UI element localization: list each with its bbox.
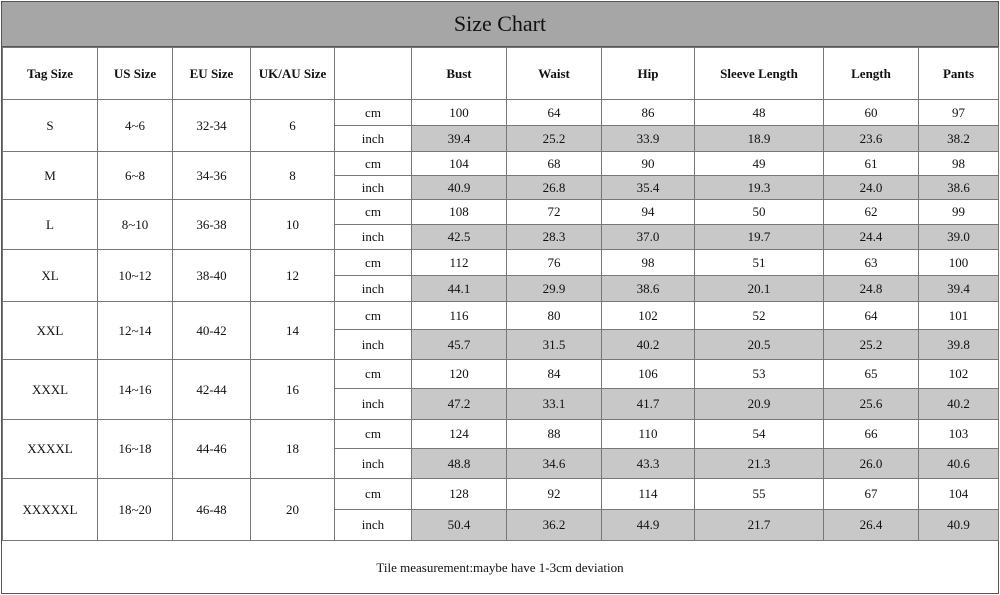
measurement-cell: 60 xyxy=(824,100,919,126)
header-eu-size: EU Size xyxy=(173,48,251,100)
measurement-cell: 47.2 xyxy=(412,389,507,420)
measurement-cell: 20.5 xyxy=(695,330,824,360)
measurement-cell: 41.7 xyxy=(602,389,695,420)
size-row-cm xyxy=(3,250,999,276)
header-unit xyxy=(335,48,412,100)
eu-size-cell: 34-36 xyxy=(173,152,251,200)
size-table xyxy=(2,47,999,541)
measurement-cell: 101 xyxy=(919,302,999,330)
uk-au-size-cell: 6 xyxy=(251,100,335,152)
eu-size-cell: 44-46 xyxy=(173,420,251,479)
measurement-cell: 104 xyxy=(412,152,507,176)
uk-au-size-cell: 18 xyxy=(251,420,335,479)
measurement-cell: 39.0 xyxy=(919,225,999,250)
measurement-cell: 112 xyxy=(412,250,507,276)
measurement-cell: 34.6 xyxy=(507,449,602,479)
measurement-cell: 124 xyxy=(412,420,507,449)
unit-label-cm: cm xyxy=(335,200,412,225)
us-size-cell: 4~6 xyxy=(98,100,173,152)
unit-label-cm: cm xyxy=(335,302,412,330)
unit-label-inch: inch xyxy=(335,389,412,420)
measurement-cell: 33.9 xyxy=(602,126,695,152)
measurement-cell: 21.3 xyxy=(695,449,824,479)
measurement-cell: 99 xyxy=(919,200,999,225)
measurement-cell: 40.9 xyxy=(919,510,999,541)
measurement-cell: 88 xyxy=(507,420,602,449)
unit-label-cm: cm xyxy=(335,152,412,176)
measurement-cell: 114 xyxy=(602,479,695,510)
size-table-body xyxy=(3,100,999,541)
measurement-cell: 51 xyxy=(695,250,824,276)
measurement-cell: 33.1 xyxy=(507,389,602,420)
measurement-cell: 21.7 xyxy=(695,510,824,541)
measurement-cell: 54 xyxy=(695,420,824,449)
size-chart xyxy=(1,1,999,594)
measurement-cell: 80 xyxy=(507,302,602,330)
eu-size-cell: 46-48 xyxy=(173,479,251,541)
header-pants: Pants xyxy=(919,48,999,100)
measurement-cell: 49 xyxy=(695,152,824,176)
measurement-cell: 120 xyxy=(412,360,507,389)
measurement-cell: 50.4 xyxy=(412,510,507,541)
measurement-cell: 48 xyxy=(695,100,824,126)
measurement-cell: 40.2 xyxy=(919,389,999,420)
measurement-cell: 45.7 xyxy=(412,330,507,360)
size-row-cm xyxy=(3,360,999,389)
measurement-cell: 25.6 xyxy=(824,389,919,420)
measurement-cell: 64 xyxy=(507,100,602,126)
measurement-cell: 67 xyxy=(824,479,919,510)
measurement-cell: 25.2 xyxy=(824,330,919,360)
measurement-cell: 108 xyxy=(412,200,507,225)
measurement-cell: 94 xyxy=(602,200,695,225)
size-row-cm xyxy=(3,152,999,176)
us-size-cell: 6~8 xyxy=(98,152,173,200)
measurement-cell: 64 xyxy=(824,302,919,330)
measurement-cell: 53 xyxy=(695,360,824,389)
header-tag-size: Tag Size xyxy=(3,48,98,100)
measurement-note: Tile measurement:maybe have 1-3cm deviation xyxy=(376,560,624,575)
measurement-cell: 28.3 xyxy=(507,225,602,250)
us-size-cell: 18~20 xyxy=(98,479,173,541)
tag-size-cell: XXL xyxy=(3,302,98,360)
header-hip: Hip xyxy=(602,48,695,100)
measurement-cell: 36.2 xyxy=(507,510,602,541)
tag-size-cell: XXXXL xyxy=(3,420,98,479)
measurement-cell: 52 xyxy=(695,302,824,330)
measurement-cell: 65 xyxy=(824,360,919,389)
tag-size-cell: S xyxy=(3,100,98,152)
us-size-cell: 14~16 xyxy=(98,360,173,420)
eu-size-cell: 38-40 xyxy=(173,250,251,302)
measurement-cell: 19.7 xyxy=(695,225,824,250)
measurement-cell: 128 xyxy=(412,479,507,510)
measurement-cell: 61 xyxy=(824,152,919,176)
measurement-cell: 37.0 xyxy=(602,225,695,250)
unit-label-inch: inch xyxy=(335,330,412,360)
measurement-cell: 72 xyxy=(507,200,602,225)
uk-au-size-cell: 10 xyxy=(251,200,335,250)
measurement-cell: 86 xyxy=(602,100,695,126)
unit-label-inch: inch xyxy=(335,510,412,541)
measurement-cell: 38.2 xyxy=(919,126,999,152)
eu-size-cell: 42-44 xyxy=(173,360,251,420)
uk-au-size-cell: 8 xyxy=(251,152,335,200)
measurement-cell: 102 xyxy=(919,360,999,389)
unit-label-cm: cm xyxy=(335,420,412,449)
header-uk-au-size: UK/AU Size xyxy=(251,48,335,100)
measurement-cell: 90 xyxy=(602,152,695,176)
measurement-cell: 103 xyxy=(919,420,999,449)
measurement-cell: 98 xyxy=(602,250,695,276)
tag-size-cell: XL xyxy=(3,250,98,302)
measurement-cell: 24.4 xyxy=(824,225,919,250)
us-size-cell: 10~12 xyxy=(98,250,173,302)
measurement-cell: 76 xyxy=(507,250,602,276)
header-bust: Bust xyxy=(412,48,507,100)
measurement-cell: 35.4 xyxy=(602,176,695,200)
header-length: Length xyxy=(824,48,919,100)
size-row-cm xyxy=(3,479,999,510)
measurement-cell: 38.6 xyxy=(602,276,695,302)
measurement-cell: 50 xyxy=(695,200,824,225)
eu-size-cell: 36-38 xyxy=(173,200,251,250)
size-row-cm xyxy=(3,200,999,225)
tag-size-cell: XXXXXL xyxy=(3,479,98,541)
measurement-cell: 116 xyxy=(412,302,507,330)
measurement-cell: 106 xyxy=(602,360,695,389)
measurement-cell: 39.8 xyxy=(919,330,999,360)
measurement-cell: 31.5 xyxy=(507,330,602,360)
measurement-cell: 102 xyxy=(602,302,695,330)
measurement-cell: 39.4 xyxy=(412,126,507,152)
tag-size-cell: M xyxy=(3,152,98,200)
measurement-cell: 40.9 xyxy=(412,176,507,200)
size-row-cm xyxy=(3,100,999,126)
measurement-cell: 20.1 xyxy=(695,276,824,302)
tag-size-cell: L xyxy=(3,200,98,250)
measurement-cell: 110 xyxy=(602,420,695,449)
measurement-cell: 26.4 xyxy=(824,510,919,541)
measurement-cell: 29.9 xyxy=(507,276,602,302)
measurement-cell: 55 xyxy=(695,479,824,510)
uk-au-size-cell: 16 xyxy=(251,360,335,420)
us-size-cell: 16~18 xyxy=(98,420,173,479)
measurement-cell: 25.2 xyxy=(507,126,602,152)
measurement-cell: 18.9 xyxy=(695,126,824,152)
eu-size-cell: 40-42 xyxy=(173,302,251,360)
measurement-cell: 20.9 xyxy=(695,389,824,420)
uk-au-size-cell: 14 xyxy=(251,302,335,360)
measurement-cell: 97 xyxy=(919,100,999,126)
header-waist: Waist xyxy=(507,48,602,100)
measurement-cell: 40.2 xyxy=(602,330,695,360)
measurement-cell: 39.4 xyxy=(919,276,999,302)
measurement-cell: 84 xyxy=(507,360,602,389)
header-us-size: US Size xyxy=(98,48,173,100)
measurement-cell: 24.8 xyxy=(824,276,919,302)
unit-label-cm: cm xyxy=(335,250,412,276)
measurement-cell: 26.8 xyxy=(507,176,602,200)
unit-label-inch: inch xyxy=(335,276,412,302)
measurement-cell: 92 xyxy=(507,479,602,510)
measurement-cell: 48.8 xyxy=(412,449,507,479)
measurement-cell: 68 xyxy=(507,152,602,176)
unit-label-cm: cm xyxy=(335,100,412,126)
measurement-cell: 26.0 xyxy=(824,449,919,479)
measurement-cell: 43.3 xyxy=(602,449,695,479)
measurement-cell: 44.1 xyxy=(412,276,507,302)
measurement-cell: 98 xyxy=(919,152,999,176)
eu-size-cell: 32-34 xyxy=(173,100,251,152)
measurement-cell: 24.0 xyxy=(824,176,919,200)
unit-label-cm: cm xyxy=(335,360,412,389)
uk-au-size-cell: 12 xyxy=(251,250,335,302)
uk-au-size-cell: 20 xyxy=(251,479,335,541)
unit-label-inch: inch xyxy=(335,225,412,250)
measurement-cell: 40.6 xyxy=(919,449,999,479)
measurement-cell: 19.3 xyxy=(695,176,824,200)
measurement-cell: 100 xyxy=(412,100,507,126)
measurement-cell: 66 xyxy=(824,420,919,449)
measurement-cell: 104 xyxy=(919,479,999,510)
us-size-cell: 8~10 xyxy=(98,200,173,250)
size-row-cm xyxy=(3,302,999,330)
measurement-cell: 42.5 xyxy=(412,225,507,250)
us-size-cell: 12~14 xyxy=(98,302,173,360)
size-row-cm xyxy=(3,420,999,449)
measurement-cell: 62 xyxy=(824,200,919,225)
measurement-cell: 100 xyxy=(919,250,999,276)
unit-label-inch: inch xyxy=(335,126,412,152)
unit-label-inch: inch xyxy=(335,449,412,479)
header-sleeve-length: Sleeve Length xyxy=(695,48,824,100)
unit-label-cm: cm xyxy=(335,479,412,510)
tag-size-cell: XXXL xyxy=(3,360,98,420)
measurement-cell: 23.6 xyxy=(824,126,919,152)
chart-title: Size Chart xyxy=(2,2,998,47)
measurement-cell: 63 xyxy=(824,250,919,276)
unit-label-inch: inch xyxy=(335,176,412,200)
measurement-cell: 44.9 xyxy=(602,510,695,541)
header-row xyxy=(3,48,999,100)
measurement-cell: 38.6 xyxy=(919,176,999,200)
